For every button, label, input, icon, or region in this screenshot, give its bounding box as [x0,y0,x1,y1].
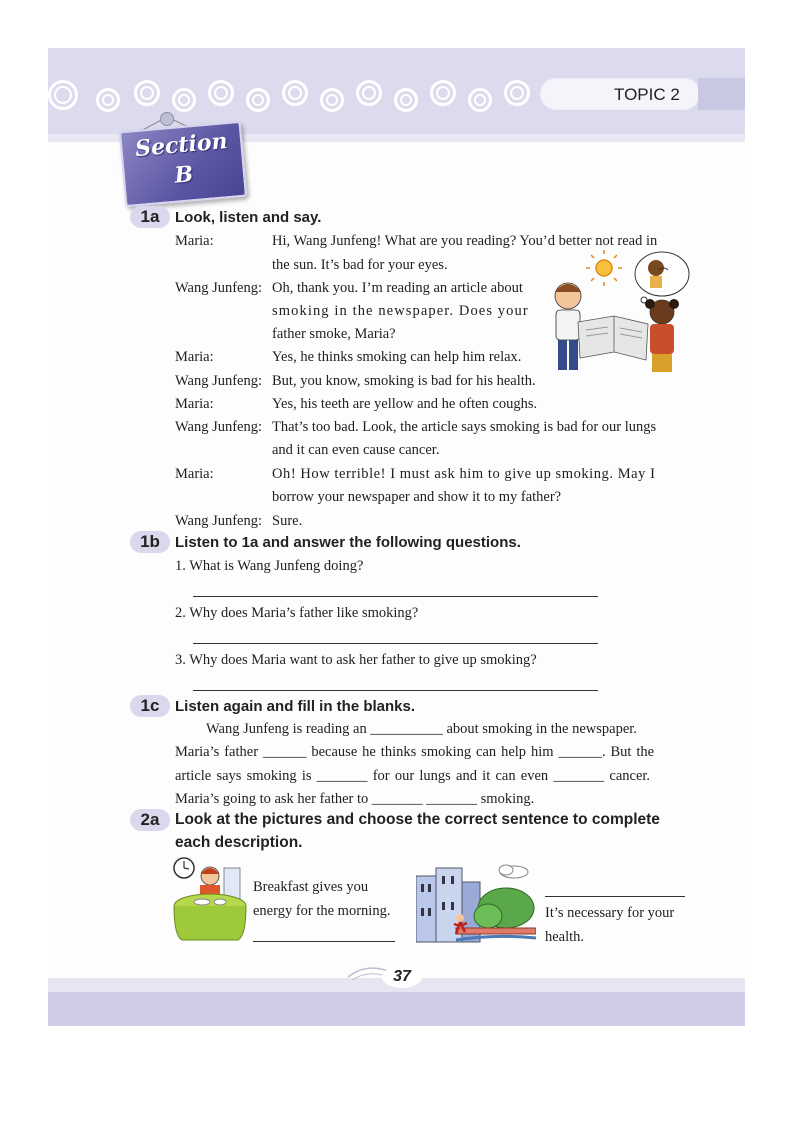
speaker: Maria: [175,349,214,365]
badge-1b: 1b [130,531,170,553]
dialogue-line: Oh! How terrible! I must ask him to give up smoking. May I [272,466,656,482]
dialogue-line: Yes, his teeth are yellow and he often coughs. [272,396,538,412]
decorative-circles [48,76,538,116]
answer-line [253,941,395,942]
park-exercise-illustration [416,862,536,946]
cloud-icon [499,865,528,878]
dialogue-line: smoking in the newspaper. Does your [272,303,529,319]
pic2-text-line2: health. [545,929,585,945]
heading-2a-line1: Look at the pictures and choose the correct sentence to complete [175,811,660,828]
heading-1b: Listen to 1a and answer the following questions. [175,534,521,551]
badge-2a: 2a [130,809,170,831]
boy-girl-newspaper-illustration [538,248,690,374]
dialogue-line: borrow your newspaper and show it to my father? [272,489,562,505]
topic-label: TOPIC 2 [614,85,680,104]
circle-icon [246,88,270,112]
page-number: 37 [382,966,422,988]
circle-icon [282,80,308,106]
circle-icon [96,88,120,112]
heading-1c: Listen again and fill in the blanks. [175,698,416,715]
speaker: Maria: [175,396,214,412]
answer-line [193,690,598,691]
circle-icon [172,88,196,112]
pic1-text-line2: energy for the morning. [253,903,391,919]
fill-blank-line: Maria’s father ______ because he thinks smoking can help him ______. But the [175,744,655,760]
answer-line [193,643,598,644]
speaker: Wang Junfeng: [175,280,263,296]
heading-1a: Look, listen and say. [175,209,322,226]
girl-figure [645,299,679,372]
circle-icon [320,88,344,112]
answer-line [545,896,685,897]
circle-icon [394,88,418,112]
clock-icon [174,858,194,878]
speaker: Maria: [175,233,214,249]
dialogue-line: Sure. [272,513,303,529]
dialogue-line: That’s too bad. Look, the article says smoking is bad for our lungs [272,419,657,435]
fill-blank-line: Maria’s going to ask her father to _______ _______ smoking. [175,791,535,807]
dialogue-line: Oh, thank you. I’m reading an article about [272,280,523,296]
boy-figure [555,283,581,370]
question: 3. Why does Maria want to ask her father to give up smoking? [175,652,537,668]
dialogue-line: Hi, Wang Junfeng! What are you reading? You’d better not read in [272,233,658,249]
fill-blank-line: article says smoking is _______ for our lungs and it can even _______ cancer. [175,768,651,784]
newspaper-icon [578,316,648,360]
topic-tail [698,78,745,110]
thought-bubble-icon [635,252,689,303]
circle-icon [356,80,382,106]
fill-blank-line: Wang Junfeng is reading an __________ about smoking in the newspaper. [206,721,637,737]
question: 2. Why does Maria’s father like smoking? [175,605,419,621]
badge-1c: 1c [130,695,170,717]
dialogue-line: Yes, he thinks smoking can help him relax. [272,349,522,365]
circle-icon [430,80,456,106]
speaker: Wang Junfeng: [175,373,263,389]
dialogue-line: the sun. It’s bad for your eyes. [272,257,448,273]
circle-icon [504,80,530,106]
sun-icon [586,250,622,286]
speaker: Maria: [175,466,214,482]
pic1-text-line1: Breakfast gives you [253,879,369,895]
pic2-text-line1: It’s necessary for your [545,905,675,921]
dialogue-line: But, you know, smoking is bad for his health. [272,373,536,389]
section-word: Section [134,128,229,163]
question: 1. What is Wang Junfeng doing? [175,558,364,574]
breakfast-illustration [172,856,248,942]
circle-icon [468,88,492,112]
dialogue-line: and it can even cause cancer. [272,442,440,458]
dialogue-line: father smoke, Maria? [272,326,396,342]
circle-icon [208,80,234,106]
section-tag [119,121,247,207]
badge-1a: 1a [130,206,170,228]
speaker: Wang Junfeng: [175,513,263,529]
circle-icon [48,80,78,110]
answer-line [193,596,598,597]
speaker: Wang Junfeng: [175,419,263,435]
pin-icon [160,112,174,126]
textbook-page [48,48,745,1026]
circle-icon [134,80,160,106]
section-letter: B [173,161,195,189]
heading-2a-line2: each description. [175,834,303,851]
footer-band [48,992,745,1026]
